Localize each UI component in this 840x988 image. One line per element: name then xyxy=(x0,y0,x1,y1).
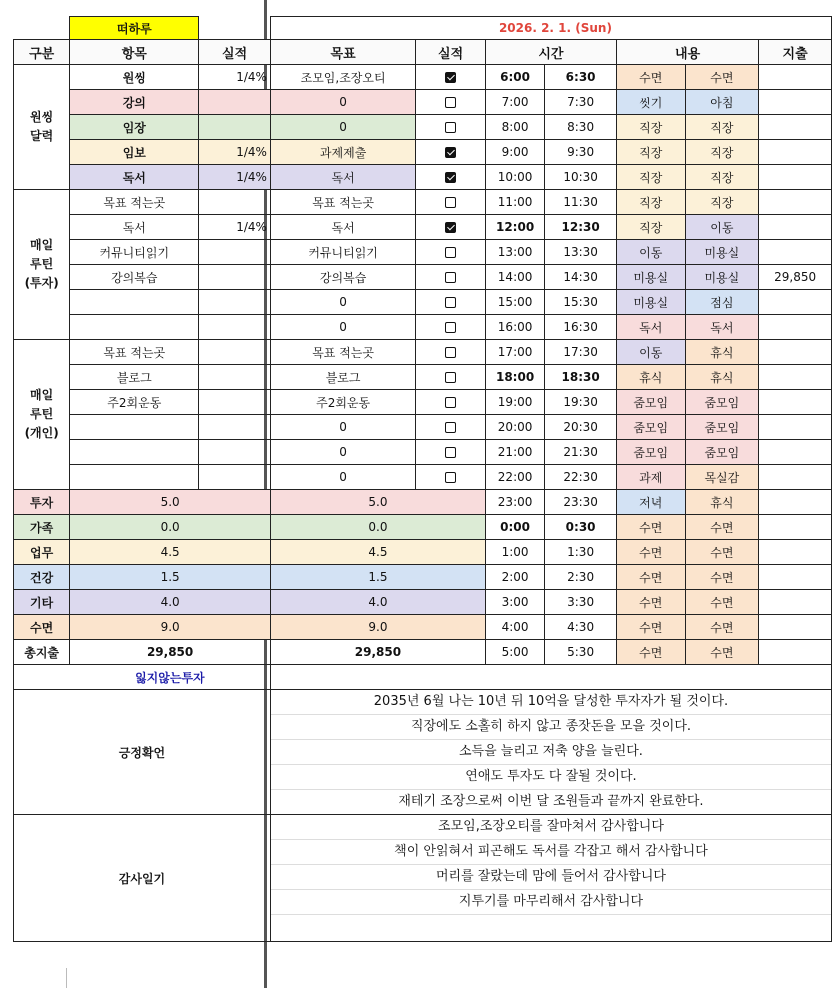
gratitude-lines xyxy=(270,815,831,942)
row-end-time: 14:30 xyxy=(545,265,617,290)
summary-expense xyxy=(759,590,832,615)
row-start-time: 19:00 xyxy=(485,390,544,415)
daily-planner-table xyxy=(13,16,832,942)
row-expense xyxy=(759,65,832,90)
gratitude-lines-line: 머리를 잘랐는데 맘에 들어서 감사합니다 xyxy=(271,865,831,890)
row-end-time: 16:30 xyxy=(545,315,617,340)
row-start-time: 22:00 xyxy=(485,465,544,490)
summary-expense xyxy=(759,515,832,540)
row-activity-2: 미용실 xyxy=(685,265,759,290)
planner-row xyxy=(14,415,832,440)
row-checkbox[interactable] xyxy=(445,272,456,283)
row-expense xyxy=(759,440,832,465)
row-end-time: 11:30 xyxy=(545,190,617,215)
gratitude-row xyxy=(14,815,832,942)
summary-goal: 5.0 xyxy=(270,490,485,515)
row-expense xyxy=(759,315,832,340)
summary-activity-2: 수면 xyxy=(685,615,759,640)
row-expense: 29,850 xyxy=(759,265,832,290)
row-result xyxy=(199,315,271,340)
summary-row xyxy=(14,540,832,565)
summary-goal: 1.5 xyxy=(270,565,485,590)
planner-row xyxy=(14,265,832,290)
row-activity-2: 이동 xyxy=(685,215,759,240)
summary-activity-1: 수면 xyxy=(616,565,685,590)
row-item: 임보 xyxy=(70,140,199,165)
row-item: 임장 xyxy=(70,115,199,140)
row-check-cell xyxy=(416,365,486,390)
row-checkbox[interactable] xyxy=(445,372,456,383)
row-end-time: 13:30 xyxy=(545,240,617,265)
row-result: 1/4% xyxy=(199,165,271,190)
row-expense xyxy=(759,290,832,315)
row-start-time: 11:00 xyxy=(485,190,544,215)
row-end-time: 6:30 xyxy=(545,65,617,90)
row-checkbox[interactable] xyxy=(445,72,456,83)
summary-goal: 0.0 xyxy=(270,515,485,540)
row-expense xyxy=(759,115,832,140)
summary-value: 5.0 xyxy=(70,490,271,515)
row-checkbox[interactable] xyxy=(445,97,456,108)
planner-row xyxy=(14,240,832,265)
row-item: 블로그 xyxy=(70,365,199,390)
row-start-time: 15:00 xyxy=(485,290,544,315)
summary-row xyxy=(14,590,832,615)
summary-goal: 4.5 xyxy=(270,540,485,565)
planner-row xyxy=(14,340,832,365)
affirmation-lines-line: 재테기 조장으로써 이번 달 조원들과 끝까지 완료한다. xyxy=(398,794,704,809)
row-result xyxy=(199,390,271,415)
row-result xyxy=(199,265,271,290)
row-activity-2: 직장 xyxy=(685,165,759,190)
row-item: 목표 적는곳 xyxy=(70,340,199,365)
planner-row xyxy=(14,90,832,115)
row-activity-2: 미용실 xyxy=(685,240,759,265)
row-activity-2: 직장 xyxy=(685,140,759,165)
gratitude-lines-list xyxy=(271,815,831,941)
gratitude-lines-line: 지투기를 마무리해서 감사합니다 xyxy=(271,890,831,915)
row-checkbox[interactable] xyxy=(445,147,456,158)
summary-label: 가족 xyxy=(14,515,70,540)
row-goal: 0 xyxy=(270,465,415,490)
row-activity-1: 휴식 xyxy=(616,365,685,390)
summary-row xyxy=(14,615,832,640)
planner-row xyxy=(14,215,832,240)
summary-activity-1: 수면 xyxy=(616,615,685,640)
row-activity-2: 휴식 xyxy=(685,365,759,390)
summary-activity-1: 저녁 xyxy=(616,490,685,515)
row-check-cell xyxy=(416,415,486,440)
category-daily-personal: 매일 루틴 (개인) xyxy=(14,340,70,490)
planner-date: 2026. 2. 1. (Sun) xyxy=(270,17,831,40)
planner-row xyxy=(14,465,832,490)
subtitle-row xyxy=(14,665,832,690)
row-activity-2: 독서 xyxy=(685,315,759,340)
summary-end-time: 0:30 xyxy=(545,515,617,540)
summary-row xyxy=(14,515,832,540)
row-activity-1: 직장 xyxy=(616,115,685,140)
row-goal: 과제제출 xyxy=(270,140,415,165)
row-activity-1: 씻기 xyxy=(616,90,685,115)
row-check-cell xyxy=(416,65,486,90)
summary-activity-2: 수면 xyxy=(685,540,759,565)
row-goal: 0 xyxy=(270,415,415,440)
summary-value: 4.5 xyxy=(70,540,271,565)
row-item: 주2회운동 xyxy=(70,390,199,415)
row-end-time: 17:30 xyxy=(545,340,617,365)
row-expense xyxy=(759,90,832,115)
row-check-cell xyxy=(416,90,486,115)
planner-row xyxy=(14,290,832,315)
summary-expense xyxy=(759,565,832,590)
row-goal: 0 xyxy=(270,315,415,340)
row-check-cell xyxy=(416,240,486,265)
summary-start-time: 5:00 xyxy=(485,640,544,665)
gratitude-lines-line: 책이 안읽혀서 피곤해도 독서를 각잡고 해서 감사합니다 xyxy=(271,840,831,865)
row-checkbox[interactable] xyxy=(445,447,456,458)
header-time: 시간 xyxy=(485,40,616,65)
header-result: 실적 xyxy=(199,40,271,65)
row-check-cell xyxy=(416,440,486,465)
row-activity-1: 직장 xyxy=(616,215,685,240)
row-item: 강의복습 xyxy=(70,265,199,290)
row-item: 목표 적는곳 xyxy=(70,190,199,215)
row-checkbox[interactable] xyxy=(445,172,456,183)
subtitle-right xyxy=(270,665,831,690)
row-end-time: 18:30 xyxy=(545,365,617,390)
gratitude-label: 감사일기 xyxy=(14,815,271,942)
planner-row xyxy=(14,165,832,190)
header-result-2: 실적 xyxy=(416,40,486,65)
row-checkbox[interactable] xyxy=(445,122,456,133)
planner-row xyxy=(14,390,832,415)
row-checkbox[interactable] xyxy=(445,347,456,358)
summary-goal: 4.0 xyxy=(270,590,485,615)
affirmation-row xyxy=(14,690,832,815)
row-result: 1/4% xyxy=(199,215,271,240)
header-category: 구분 xyxy=(14,40,70,65)
summary-expense xyxy=(759,540,832,565)
summary-start-time: 2:00 xyxy=(485,565,544,590)
summary-start-time: 3:00 xyxy=(485,590,544,615)
planner-row xyxy=(14,440,832,465)
summary-activity-2: 수면 xyxy=(685,640,759,665)
row-end-time: 10:30 xyxy=(545,165,617,190)
row-end-time: 9:30 xyxy=(545,140,617,165)
summary-value: 9.0 xyxy=(70,615,271,640)
affirmation-lines-list xyxy=(271,690,831,814)
row-goal: 독서 xyxy=(270,215,415,240)
summary-label: 기타 xyxy=(14,590,70,615)
row-expense xyxy=(759,365,832,390)
row-activity-1: 줌모임 xyxy=(616,440,685,465)
row-activity-2: 휴식 xyxy=(685,340,759,365)
summary-expense xyxy=(759,640,832,665)
summary-activity-2: 수면 xyxy=(685,590,759,615)
row-goal: 0 xyxy=(270,90,415,115)
summary-end-time: 5:30 xyxy=(545,640,617,665)
row-activity-2: 직장 xyxy=(685,190,759,215)
row-item: 원씽 xyxy=(70,65,199,90)
row-activity-1: 미용실 xyxy=(616,265,685,290)
row-end-time: 8:30 xyxy=(545,115,617,140)
row-start-time: 7:00 xyxy=(485,90,544,115)
row-activity-1: 직장 xyxy=(616,165,685,190)
summary-activity-2: 수면 xyxy=(685,515,759,540)
row-checkbox[interactable] xyxy=(445,322,456,333)
row-item xyxy=(70,415,199,440)
row-start-time: 6:00 xyxy=(485,65,544,90)
affirmation-lines-line: 2035년 6월 나는 10년 뒤 10억을 달성한 투자자가 될 것이다. xyxy=(271,690,831,715)
summary-label: 건강 xyxy=(14,565,70,590)
summary-goal: 9.0 xyxy=(270,615,485,640)
row-checkbox[interactable] xyxy=(445,422,456,433)
affirmation-label: 긍정확언 xyxy=(14,690,271,815)
row-item xyxy=(70,465,199,490)
row-result xyxy=(199,440,271,465)
subtitle-left xyxy=(14,665,70,690)
row-check-cell xyxy=(416,315,486,340)
row-result xyxy=(199,290,271,315)
row-checkbox[interactable] xyxy=(445,297,456,308)
row-expense xyxy=(759,340,832,365)
summary-start-time: 23:00 xyxy=(485,490,544,515)
row-check-cell xyxy=(416,215,486,240)
affirmation-lines xyxy=(270,690,831,815)
summary-end-time: 4:30 xyxy=(545,615,617,640)
row-activity-1: 이동 xyxy=(616,340,685,365)
row-check-cell xyxy=(416,265,486,290)
row-activity-1: 수면 xyxy=(616,65,685,90)
row-activity-2: 직장 xyxy=(685,115,759,140)
row-result xyxy=(199,115,271,140)
planner-row xyxy=(14,190,832,215)
planner-row xyxy=(14,315,832,340)
summary-label: 투자 xyxy=(14,490,70,515)
summary-end-time: 2:30 xyxy=(545,565,617,590)
summary-row xyxy=(14,640,832,665)
summary-label: 총지출 xyxy=(14,640,70,665)
row-item: 커뮤니티읽기 xyxy=(70,240,199,265)
row-expense xyxy=(759,190,832,215)
row-activity-1: 미용실 xyxy=(616,290,685,315)
row-end-time: 19:30 xyxy=(545,390,617,415)
row-result xyxy=(199,340,271,365)
summary-end-time: 3:30 xyxy=(545,590,617,615)
planner-row xyxy=(14,140,832,165)
row-activity-1: 직장 xyxy=(616,140,685,165)
summary-value: 1.5 xyxy=(70,565,271,590)
row-result xyxy=(199,415,271,440)
row-goal: 조모임,조장오티 xyxy=(270,65,415,90)
row-item xyxy=(70,440,199,465)
row-activity-2: 목실감 xyxy=(685,465,759,490)
row-end-time: 22:30 xyxy=(545,465,617,490)
subtitle-text: 잃지않는투자 xyxy=(70,665,271,690)
row-activity-2: 아침 xyxy=(685,90,759,115)
row-check-cell xyxy=(416,390,486,415)
row-start-time: 21:00 xyxy=(485,440,544,465)
row-item: 독서 xyxy=(70,165,199,190)
row-start-time: 18:00 xyxy=(485,365,544,390)
summary-expense xyxy=(759,490,832,515)
row-activity-1: 직장 xyxy=(616,190,685,215)
row-start-time: 17:00 xyxy=(485,340,544,365)
row-checkbox[interactable] xyxy=(445,247,456,258)
summary-activity-1: 수면 xyxy=(616,515,685,540)
row-goal: 블로그 xyxy=(270,365,415,390)
row-activity-1: 줌모임 xyxy=(616,415,685,440)
header-content: 내용 xyxy=(616,40,758,65)
row-check-cell xyxy=(416,140,486,165)
summary-goal: 29,850 xyxy=(270,640,485,665)
gratitude-lines-line: 조모임,조장오티를 잘마쳐서 감사합니다 xyxy=(271,815,831,840)
row-check-cell xyxy=(416,115,486,140)
row-expense xyxy=(759,140,832,165)
planner-row xyxy=(14,365,832,390)
row-checkbox[interactable] xyxy=(445,472,456,483)
row-goal: 목표 적는곳 xyxy=(270,190,415,215)
row-goal: 주2회운동 xyxy=(270,390,415,415)
row-activity-2: 수면 xyxy=(685,65,759,90)
row-goal: 0 xyxy=(270,115,415,140)
summary-value: 0.0 xyxy=(70,515,271,540)
row-expense xyxy=(759,390,832,415)
row-goal: 0 xyxy=(270,290,415,315)
row-end-time: 21:30 xyxy=(545,440,617,465)
summary-start-time: 4:00 xyxy=(485,615,544,640)
header-expense: 지출 xyxy=(759,40,832,65)
row-end-time: 20:30 xyxy=(545,415,617,440)
row-activity-1: 과제 xyxy=(616,465,685,490)
row-end-time: 12:30 xyxy=(545,215,617,240)
row-result xyxy=(199,465,271,490)
row-start-time: 16:00 xyxy=(485,315,544,340)
row-result xyxy=(199,240,271,265)
summary-end-time: 23:30 xyxy=(545,490,617,515)
row-start-time: 20:00 xyxy=(485,415,544,440)
row-activity-1: 이동 xyxy=(616,240,685,265)
row-end-time: 15:30 xyxy=(545,290,617,315)
row-item xyxy=(70,290,199,315)
header-item: 항목 xyxy=(70,40,199,65)
grid-stub xyxy=(66,968,67,988)
summary-label: 수면 xyxy=(14,615,70,640)
summary-end-time: 1:30 xyxy=(545,540,617,565)
row-activity-1: 줌모임 xyxy=(616,390,685,415)
row-item: 독서 xyxy=(70,215,199,240)
affirmation-lines-line: 소득을 늘리고 저축 양을 늘린다. xyxy=(271,740,831,765)
row-item: 강의 xyxy=(70,90,199,115)
summary-activity-2: 수면 xyxy=(685,565,759,590)
row-start-time: 12:00 xyxy=(485,215,544,240)
row-start-time: 13:00 xyxy=(485,240,544,265)
row-check-cell xyxy=(416,165,486,190)
gratitude-empty-line xyxy=(271,915,831,941)
row-activity-1: 독서 xyxy=(616,315,685,340)
row-result xyxy=(199,90,271,115)
summary-activity-1: 수면 xyxy=(616,540,685,565)
row-expense xyxy=(759,415,832,440)
row-check-cell xyxy=(416,340,486,365)
summary-start-time: 0:00 xyxy=(485,515,544,540)
row-start-time: 14:00 xyxy=(485,265,544,290)
row-expense xyxy=(759,215,832,240)
header-goal: 목표 xyxy=(270,40,415,65)
affirmation-lines-line: 직장에도 소홀히 하지 않고 종잣돈을 모을 것이다. xyxy=(271,715,831,740)
summary-row xyxy=(14,565,832,590)
row-result: 1/4% xyxy=(199,65,271,90)
row-start-time: 9:00 xyxy=(485,140,544,165)
category-wonsseung: 원씽 달력 xyxy=(14,65,70,190)
row-activity-2: 줌모임 xyxy=(685,415,759,440)
row-result: 1/4% xyxy=(199,140,271,165)
row-check-cell xyxy=(416,290,486,315)
category-daily-invest: 매일 루틴 (투자) xyxy=(14,190,70,340)
row-item xyxy=(70,315,199,340)
row-end-time: 7:30 xyxy=(545,90,617,115)
row-result xyxy=(199,190,271,215)
affirmation-lines-line: 연애도 투자도 다 잘될 것이다. xyxy=(271,765,831,790)
summary-value: 29,850 xyxy=(70,640,271,665)
row-goal: 커뮤니티읽기 xyxy=(270,240,415,265)
row-result xyxy=(199,365,271,390)
summary-value: 4.0 xyxy=(70,590,271,615)
row-start-time: 10:00 xyxy=(485,165,544,190)
row-goal: 목표 적는곳 xyxy=(270,340,415,365)
summary-start-time: 1:00 xyxy=(485,540,544,565)
row-check-cell xyxy=(416,190,486,215)
summary-expense xyxy=(759,615,832,640)
summary-activity-1: 수면 xyxy=(616,640,685,665)
row-goal: 강의복습 xyxy=(270,265,415,290)
planner-title: 떠하루 xyxy=(70,17,199,40)
row-checkbox[interactable] xyxy=(445,397,456,408)
row-goal: 독서 xyxy=(270,165,415,190)
row-activity-2: 점심 xyxy=(685,290,759,315)
row-expense xyxy=(759,240,832,265)
row-expense xyxy=(759,165,832,190)
row-goal: 0 xyxy=(270,440,415,465)
row-activity-2: 줌모임 xyxy=(685,390,759,415)
row-checkbox[interactable] xyxy=(445,197,456,208)
summary-row xyxy=(14,490,832,515)
summary-activity-1: 수면 xyxy=(616,590,685,615)
planner-row xyxy=(14,115,832,140)
summary-label: 업무 xyxy=(14,540,70,565)
planner-row xyxy=(14,65,832,90)
summary-activity-2: 휴식 xyxy=(685,490,759,515)
row-checkbox[interactable] xyxy=(445,222,456,233)
row-activity-2: 줌모임 xyxy=(685,440,759,465)
row-check-cell xyxy=(416,465,486,490)
row-expense xyxy=(759,465,832,490)
row-start-time: 8:00 xyxy=(485,115,544,140)
